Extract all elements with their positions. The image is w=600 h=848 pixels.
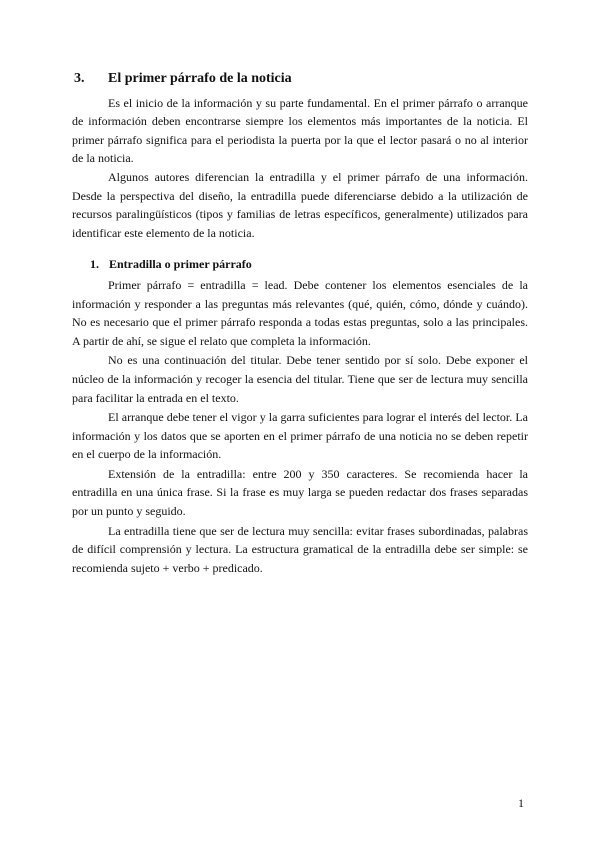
section-paragraph: Es el inicio de la información y su parte fundamental. En el primer párrafo o arranque de información deben encontrarse siempre los elementos más importantes de la noticia. El primer párrafo significa para el periodista la puerta por la que el lector pasará o no al interior de la noticia. [72, 95, 528, 166]
section-title: El primer párrafo de la noticia [108, 71, 292, 86]
section-paragraph: Algunos autores diferencian la entradilla y el primer párrafo de una información. Desde la perspectiva del diseño, la entradilla puede diferenciarse debido a la utilización de recursos paralingüísticos (tipos y familias de letras específicos, generalmente) utilizados para identificar este elemento de la noticia. [72, 169, 528, 240]
subsection-heading [90, 255, 528, 274]
page-content [72, 70, 528, 578]
subsection-body [72, 276, 528, 578]
section-heading [74, 70, 528, 89]
subsection-number: 1. [90, 257, 99, 272]
subsection-paragraph: No es una continuación del titular. Debe tener sentido por sí solo. Debe exponer el núcleo de la información y recoger la esencia del titular. Tiene que ser de lectura muy sencilla para facilitar la entrada en el texto. [72, 353, 528, 405]
subsection-paragraph: Primer párrafo = entradilla = lead. Debe contener los elementos esenciales de la información y responder a las preguntas más relevantes (qué, quién, cómo, dónde y cuándo). No es necesario que el primer párrafo responda a todas estas preguntas, solo a las principales. A partir de ahí, se sigue el relato que completa la información. [72, 277, 528, 348]
subsection-paragraph: El arranque debe tener el vigor y la garra suficientes para lograr el interés del lector. La información y los datos que se aporten en el primer párrafo de una noticia no se deben repetir en el cuerpo de la información. [72, 410, 528, 462]
subsection-paragraph: Extensión de la entradilla: entre 200 y 350 caracteres. Se recomienda hacer la entradilla en una única frase. Si la frase es muy larga se pueden redactar dos frases separadas por un punto y seguido. [72, 466, 528, 519]
section-number: 3. [74, 71, 85, 86]
subsection-paragraph: La entradilla tiene que ser de lectura muy sencilla: evitar frases subordinadas, palabras de difícil comprensión y lectura. La estructura gramatical de la entradilla debe ser simple: se recomienda sujeto + verbo + predicado. [72, 523, 528, 575]
subsection-title: Entradilla o primer párrafo [109, 257, 252, 272]
page-number: 1 [518, 796, 524, 810]
